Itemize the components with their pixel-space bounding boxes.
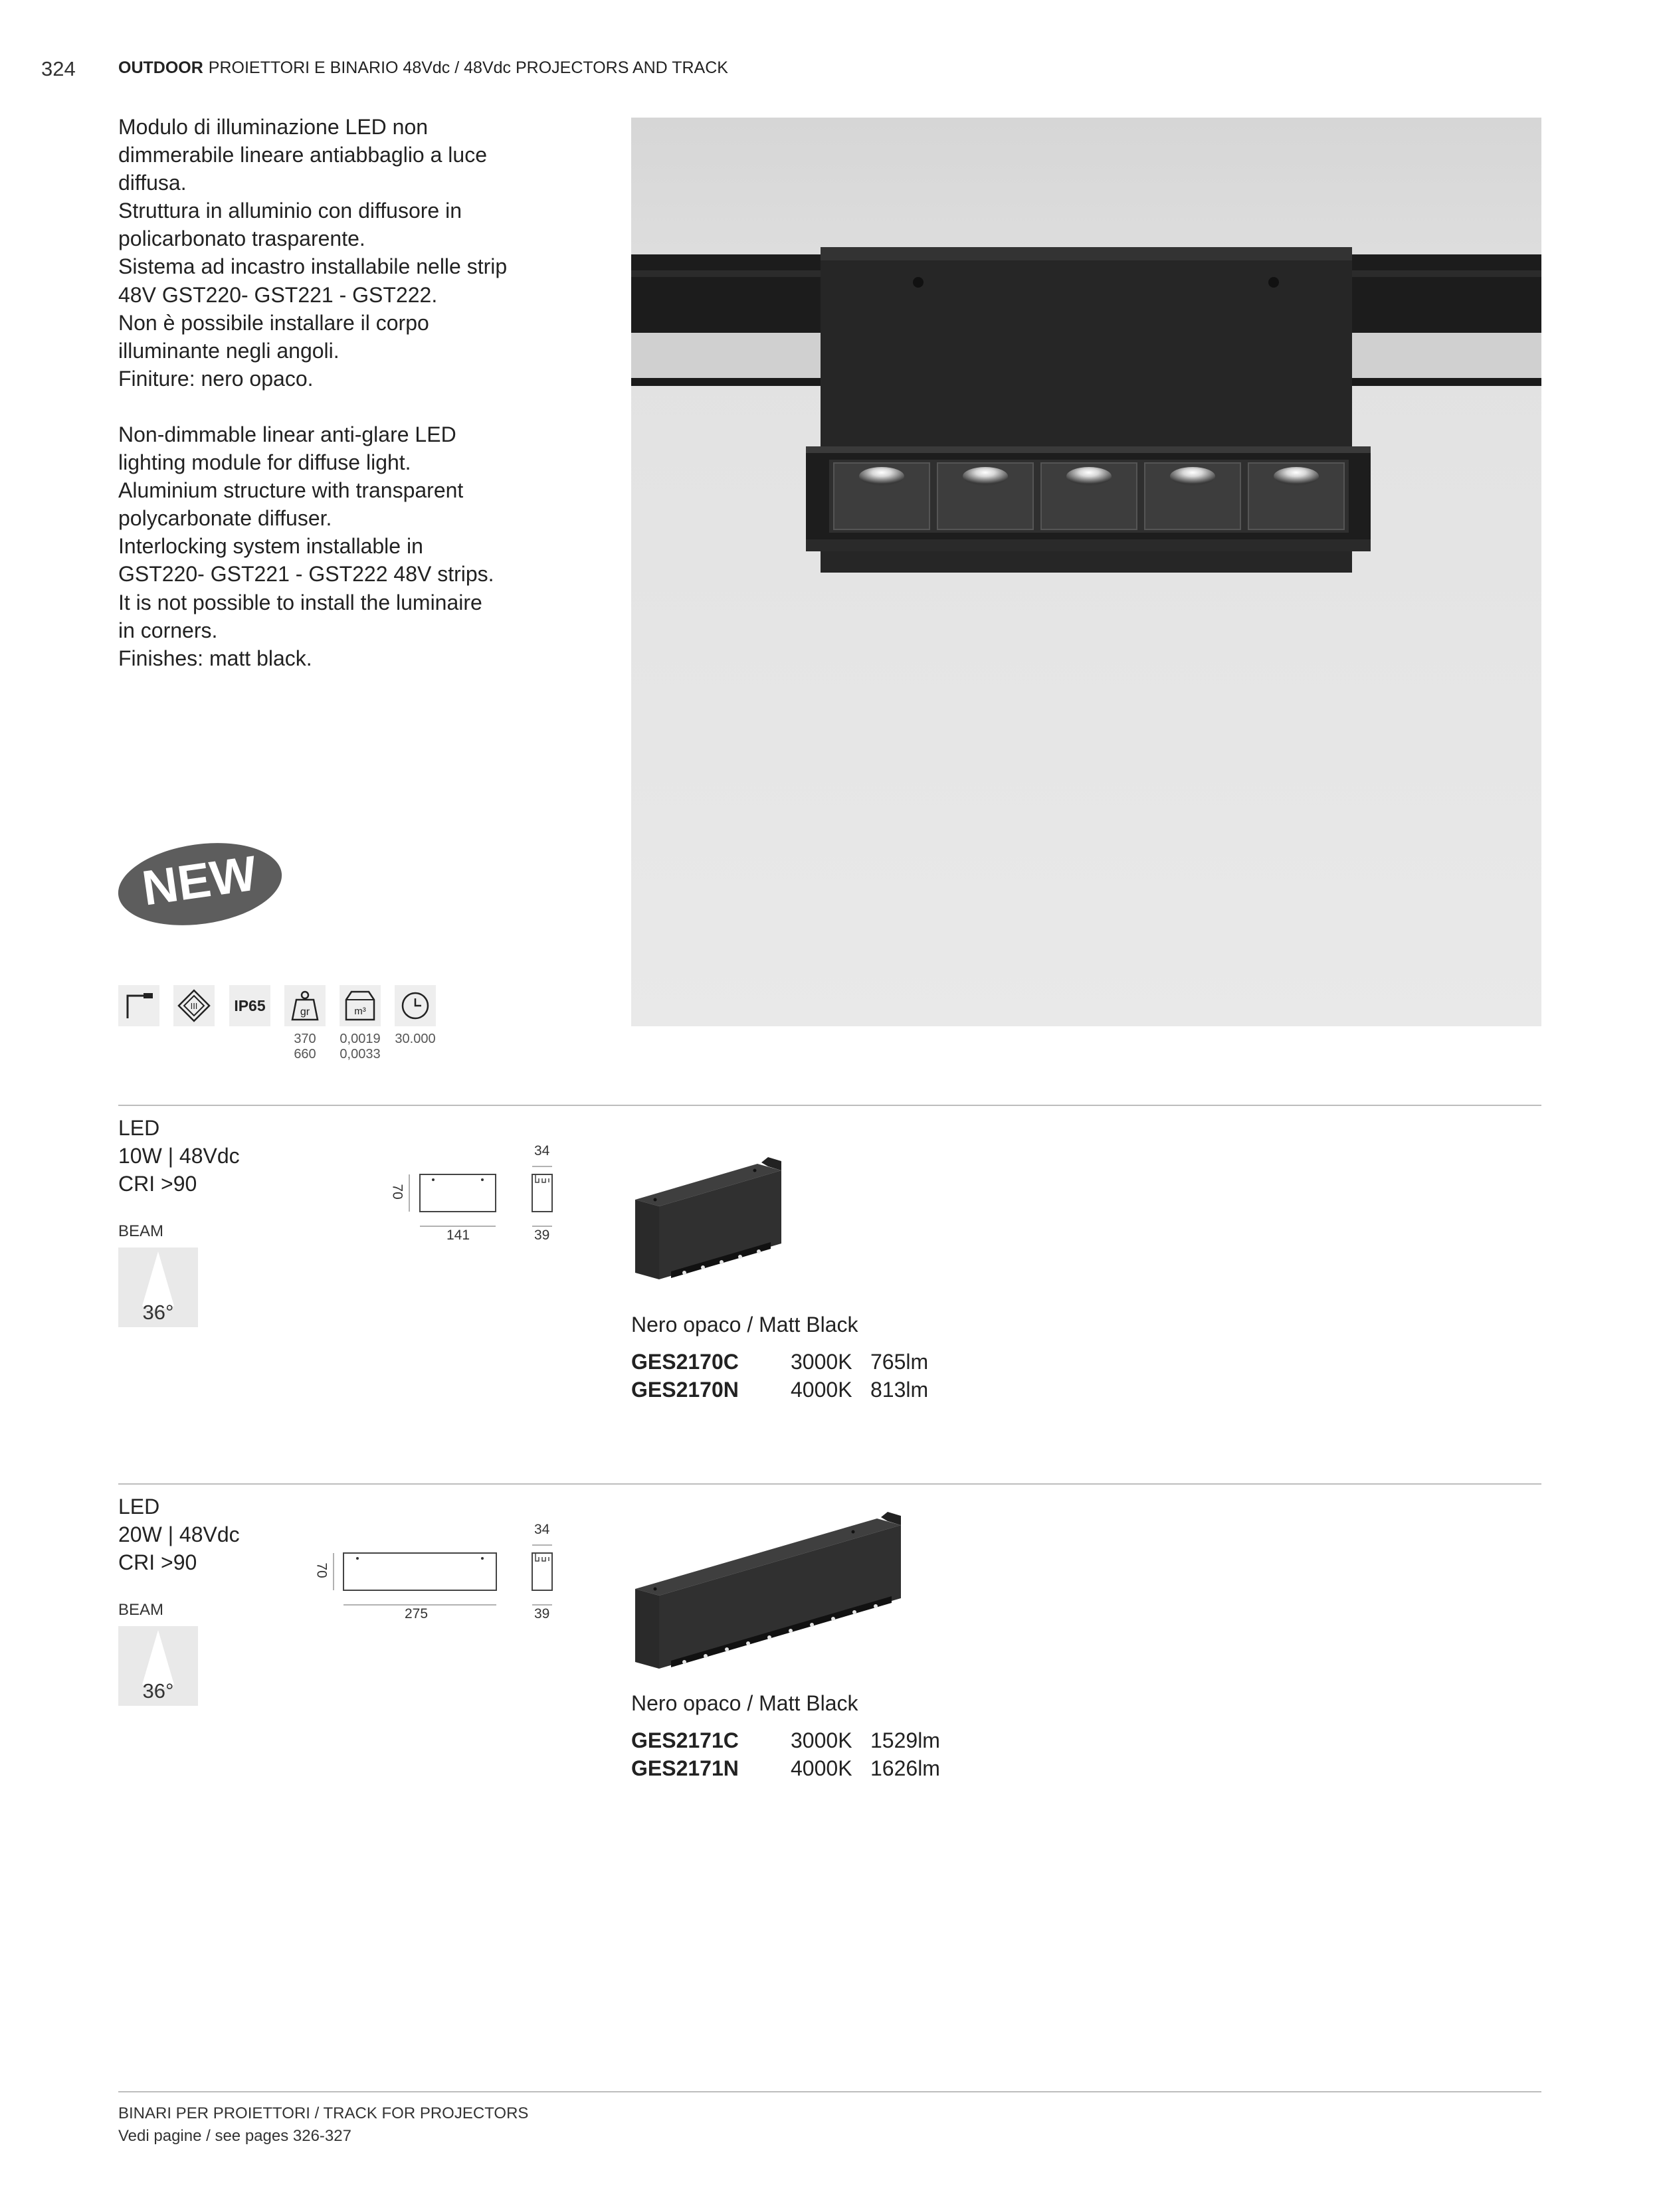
dim-length: 275: [405, 1606, 429, 1621]
volume-icon: [340, 985, 381, 1026]
lifetime-value: 30.000: [395, 1032, 436, 1046]
weight-icon: [284, 985, 326, 1026]
product-spec: [118, 1114, 240, 1198]
weight-value: 660: [294, 1047, 316, 1061]
new-badge-text: NEW: [138, 845, 260, 916]
page-header: [118, 58, 728, 78]
section-divider: [118, 1105, 1541, 1106]
description-it-line: Sistema ad incastro installabile nelle strip: [118, 254, 508, 279]
product-render: [631, 1503, 910, 1675]
variant-row: [631, 1350, 928, 1374]
product-description: [118, 113, 530, 672]
finish-label: Nero opaco / Matt Black: [631, 1691, 858, 1715]
product-spec: [118, 1493, 240, 1576]
dim-height: 70: [314, 1562, 330, 1578]
description-en-line: in corners.: [118, 618, 218, 642]
weight-value: 370: [294, 1032, 316, 1046]
footer-page-reference: Vedi pagine / see pages 326-327: [118, 2127, 351, 2145]
lifetime-icon: [395, 985, 436, 1026]
weight-values: [284, 1032, 326, 1062]
dim-side-width: 39: [534, 1228, 550, 1243]
cri-value: CRI >90: [118, 1172, 197, 1196]
beam-label: BEAM: [118, 1601, 164, 1619]
description-it-line: Struttura in alluminio con diffusore in: [118, 199, 462, 223]
svg-text:gr: gr: [300, 1006, 310, 1018]
power-voltage: 20W | 48Vdc: [118, 1522, 240, 1546]
description-it-line: 48V GST220- GST221 - GST222.: [118, 282, 438, 307]
variant-row: [631, 1378, 928, 1402]
description-it-line: diffusa.: [118, 171, 187, 195]
description-en-line: lighting module for diffuse light.: [118, 450, 411, 475]
product-photo: [631, 118, 1541, 1026]
page-number: 324: [41, 57, 76, 80]
description-it-line: Modulo di illuminazione LED non: [118, 115, 429, 139]
variant-row: [631, 1756, 940, 1781]
product-code: GES2170N: [631, 1378, 739, 1402]
volume-values: [336, 1032, 385, 1062]
description-en-line: GST220- GST221 - GST222 48V strips.: [118, 562, 494, 587]
light-source: LED: [118, 1116, 160, 1140]
dim-top-width: 34: [534, 1143, 550, 1158]
dim-length: 141: [446, 1228, 470, 1243]
description-it-line: illuminante negli angoli.: [118, 338, 340, 363]
ip-rating-icon: IP65: [229, 985, 270, 1026]
description-en-line: Interlocking system installable in: [118, 534, 423, 559]
description-it-line: dimmerabile lineare antiabbaglio a luce: [118, 143, 487, 167]
luminous-flux: 765lm: [870, 1350, 929, 1374]
description-en-line: Non-dimmable linear anti-glare LED: [118, 422, 456, 446]
finish-label: Nero opaco / Matt Black: [631, 1313, 858, 1336]
description-en-line: Aluminium structure with transparent: [118, 478, 464, 503]
product-render: [631, 1154, 791, 1287]
beam-icon: [118, 1626, 198, 1706]
dim-top-width: 34: [534, 1522, 550, 1537]
description-en-line: polycarbonate diffuser.: [118, 506, 332, 531]
dim-side-width: 39: [534, 1606, 550, 1621]
beam-icon: [118, 1247, 198, 1327]
light-source: LED: [118, 1495, 160, 1519]
luminous-flux: 1626lm: [870, 1756, 940, 1780]
product-code: GES2171C: [631, 1728, 739, 1752]
svg-text:m³: m³: [354, 1006, 366, 1017]
cri-value: CRI >90: [118, 1550, 197, 1574]
color-temperature: 4000K: [791, 1378, 852, 1402]
luminous-flux: 1529lm: [870, 1728, 940, 1752]
description-en-line: It is not possible to install the luminaire: [118, 590, 482, 614]
color-temperature: 3000K: [791, 1728, 852, 1752]
beam-angle: 36°: [142, 1301, 174, 1324]
color-temperature: 4000K: [791, 1756, 852, 1780]
header-title: PROIETTORI E BINARIO 48Vdc / 48Vdc PROJECTORS AND TRACK: [208, 58, 728, 77]
beam-label: BEAM: [118, 1222, 164, 1240]
header-section: OUTDOOR: [118, 58, 203, 77]
product-code: GES2171N: [631, 1756, 739, 1780]
dim-height: 70: [389, 1184, 405, 1200]
new-badge: [116, 841, 284, 927]
luminous-flux: 813lm: [870, 1378, 929, 1402]
description-it-line: Finiture: nero opaco.: [118, 366, 314, 391]
variant-row: [631, 1728, 940, 1753]
description-en-line: Finishes: matt black.: [118, 646, 312, 670]
volume-value: 0,0019: [340, 1032, 381, 1046]
description-it-line: Non è possibile installare il corpo: [118, 310, 429, 335]
beam-angle: 36°: [142, 1679, 174, 1703]
svg-text:III: III: [190, 1001, 198, 1011]
driver-icon: [173, 985, 215, 1026]
footer-divider: [118, 2091, 1541, 2092]
power-voltage: 10W | 48Vdc: [118, 1144, 240, 1168]
description-it-line: policarbonato trasparente.: [118, 227, 365, 251]
volume-value: 0,0033: [340, 1047, 381, 1061]
track-mount-icon: [118, 985, 159, 1026]
product-code: GES2170C: [631, 1350, 739, 1374]
footer-track-reference: BINARI PER PROIETTORI / TRACK FOR PROJECTORS: [118, 2104, 529, 2122]
color-temperature: 3000K: [791, 1350, 852, 1374]
section-divider: [118, 1483, 1541, 1485]
